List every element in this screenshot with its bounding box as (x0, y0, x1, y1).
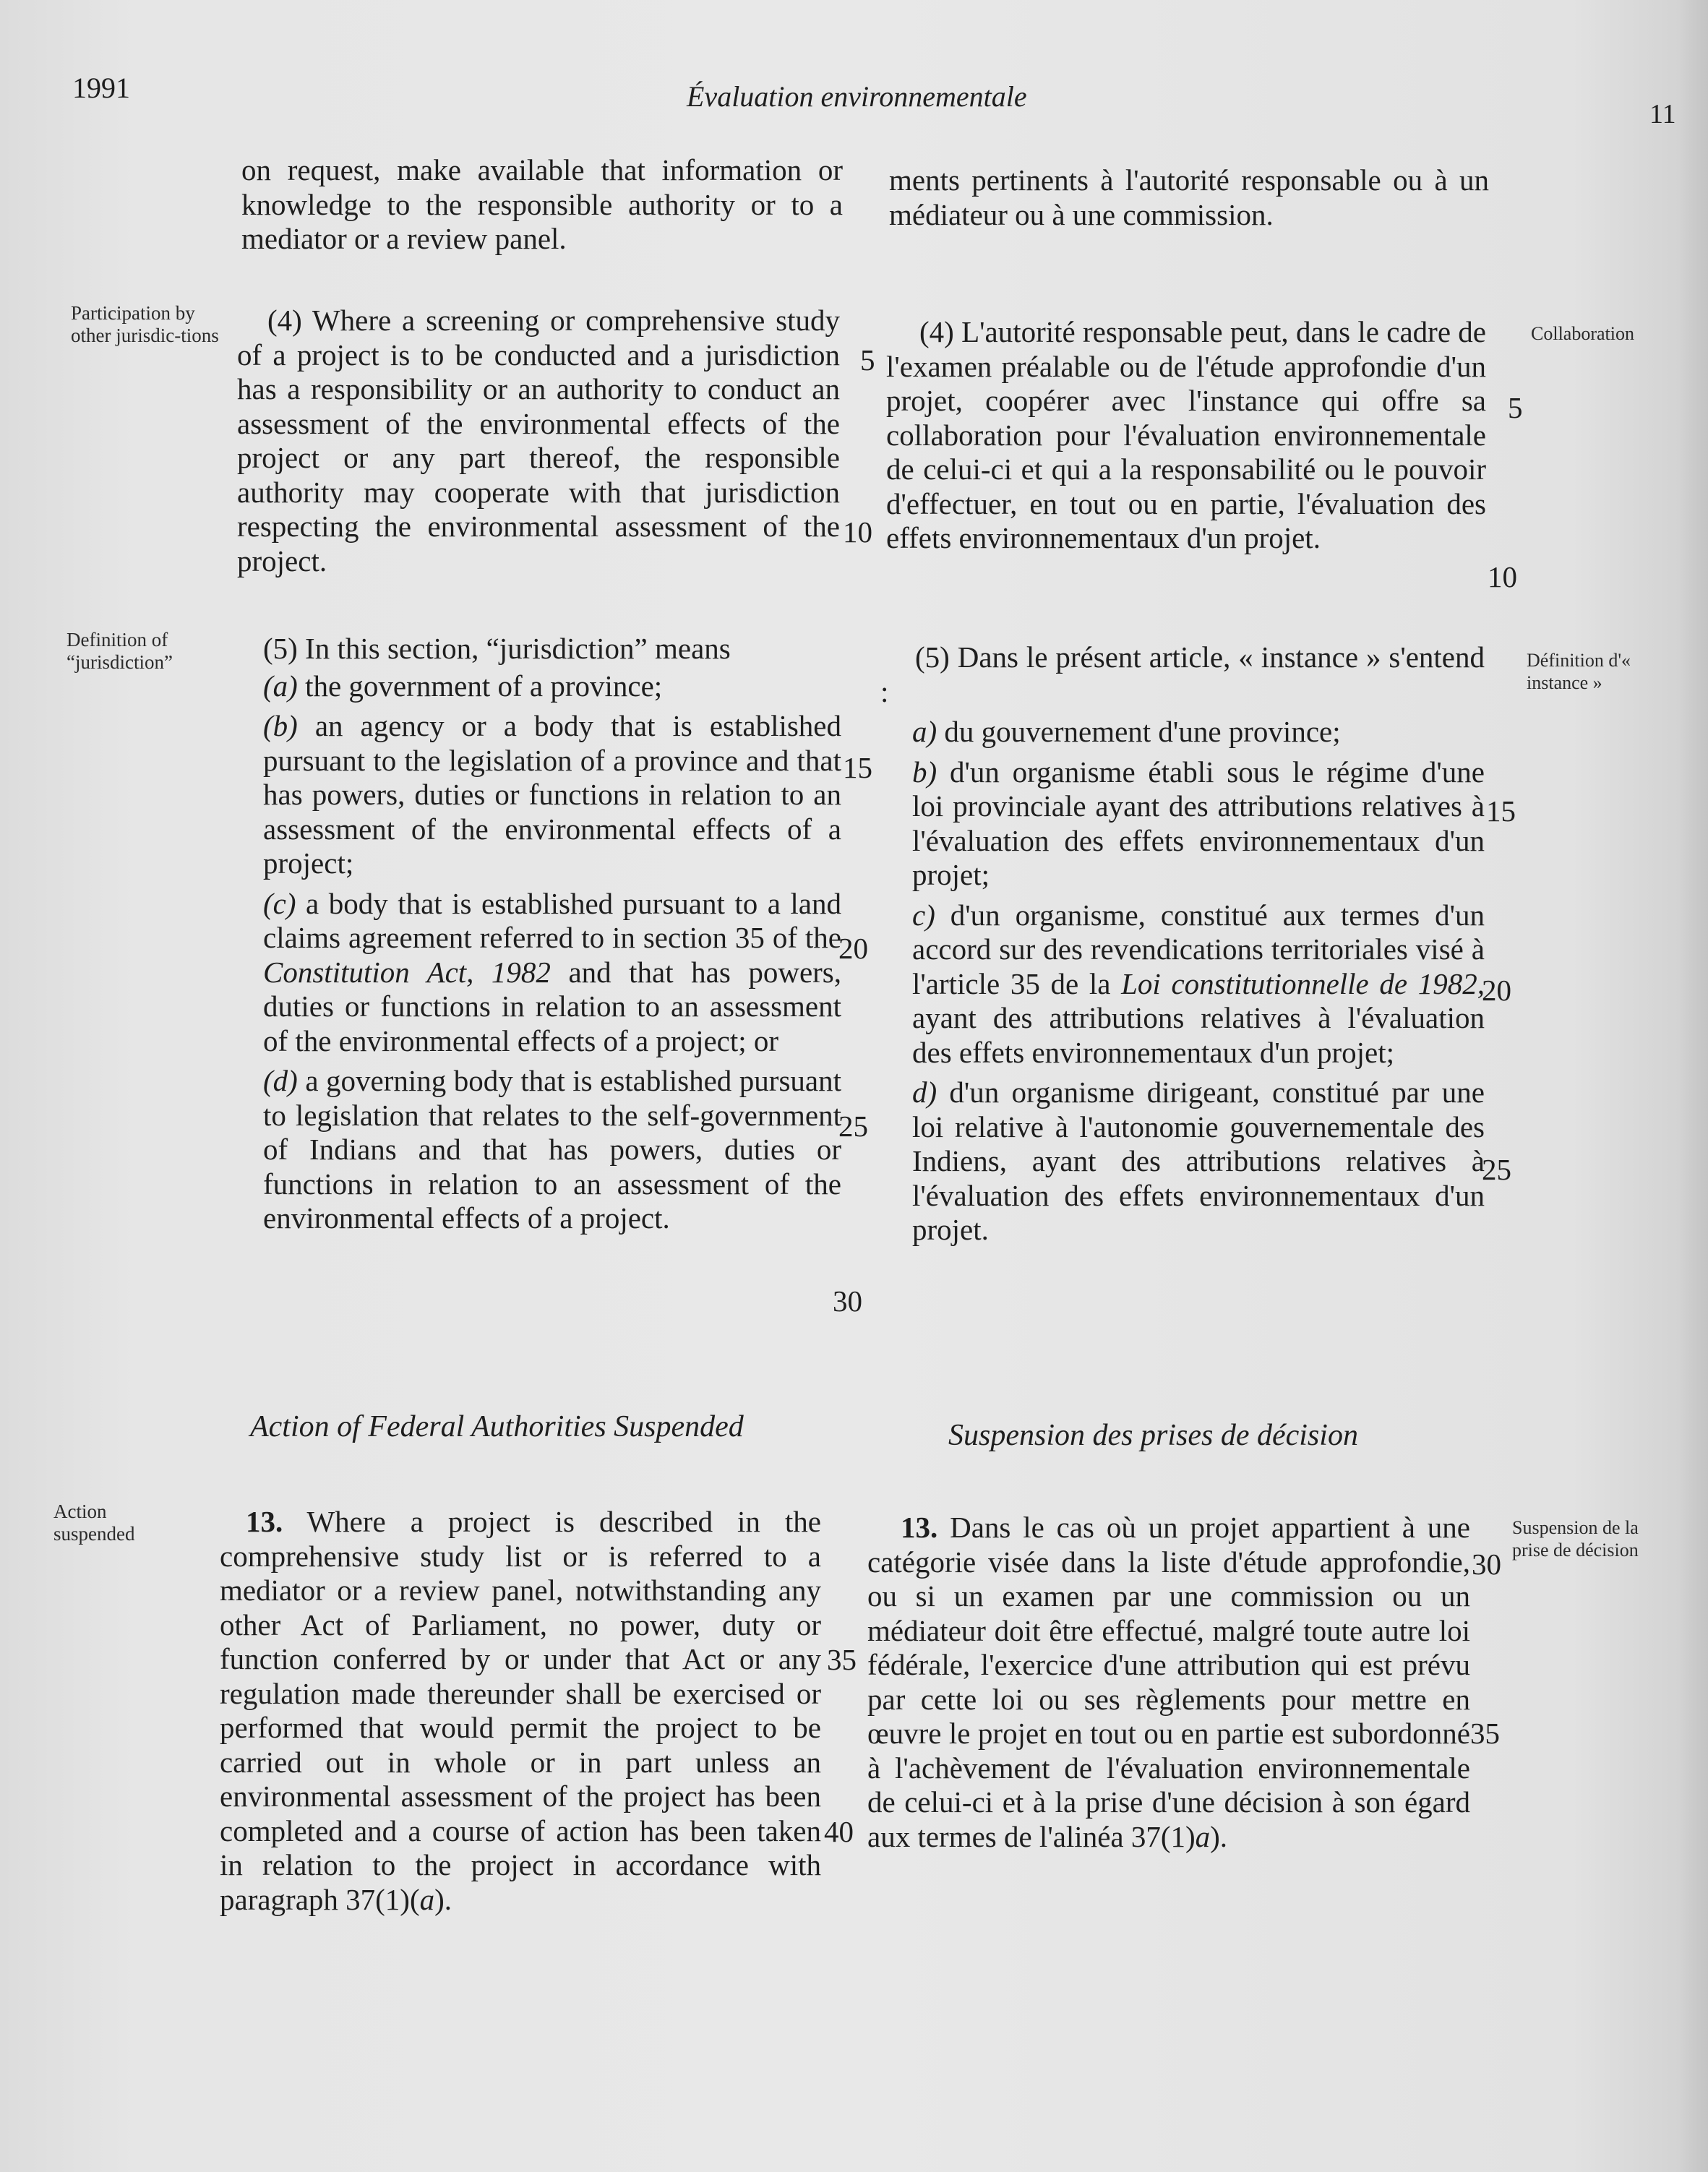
fr-subsection-5-intro: (5) Dans le présent article, « instance » s'entend : (880, 640, 1485, 708)
fr-paragraph-list (880, 715, 1485, 1248)
fr-para-b (912, 755, 1485, 893)
en-para-b-label: (b) (263, 709, 298, 742)
line-number-fr-5: 5 (1508, 391, 1523, 424)
line-number-fr-15: 15 (1486, 794, 1516, 828)
en-section-13-para-letter: a (419, 1882, 435, 1916)
line-number-en-5: 5 (860, 343, 875, 377)
line-number-fr-25: 25 (1482, 1153, 1511, 1186)
en-continuation (241, 153, 843, 257)
en-section-13 (220, 1505, 821, 1917)
line-number-fr-10: 10 (1488, 560, 1517, 593)
en-subsection-5 (263, 632, 841, 1236)
en-para-a (263, 669, 841, 704)
margin-note-definition-en: Definition of “jurisdiction” (66, 629, 173, 673)
margin-note-collaboration: Collaboration (1531, 323, 1634, 344)
en-para-c-act: Constitution Act, 1982 (263, 955, 551, 989)
en-subsection-4 (237, 304, 840, 578)
fr-subsection-5 (880, 640, 1485, 1248)
fr-section-heading: Suspension des prises de décision (948, 1419, 1358, 1452)
en-para-c-label: (c) (263, 886, 296, 920)
en-para-d (263, 1064, 841, 1236)
fr-para-a-text: du gouvernement d'une province; (944, 715, 1341, 748)
fr-para-c-text-1: d'un organisme, constitué aux termes d'un accord sur des revendications territoriales visé à l'article 35 de la (912, 898, 1485, 1000)
en-section-heading: Action of Federal Authorities Suspended (250, 1410, 744, 1443)
fr-para-c-label: c) (912, 898, 935, 932)
fr-continuation (889, 163, 1489, 232)
en-para-b (263, 709, 841, 881)
fr-para-b-text: d'un organisme établi sous le régime d'une loi provinciale ayant des attributions relatives à l'évaluation des effets environnementaux d'un projet; (912, 755, 1485, 891)
en-para-d-label: (d) (263, 1064, 298, 1097)
fr-para-b-label: b) (912, 755, 937, 789)
en-para-c (263, 887, 841, 1059)
fr-para-a (912, 715, 1485, 750)
fr-section-13-end: ). (1210, 1819, 1228, 1853)
fr-para-d-text: d'un organisme dirigeant, constitué par une loi relative à l'autonomie gouvernementale des Indiens, ayant des attributions relatives à l'évaluation des effets environnementaux d'un projet. (912, 1076, 1485, 1246)
line-number-fr-20: 20 (1482, 974, 1511, 1007)
en-section-13-end: ). (434, 1882, 452, 1916)
line-number-fr-35: 35 (1470, 1717, 1500, 1750)
page-binding-shadow (1679, 0, 1708, 2172)
fr-section-13-body: Dans le cas où un projet appartient à une catégorie visée dans la liste d'étude approfondie, ou si un examen par une commission ou un médiateur doit être effectué, malgré toute autre loi fédérale, l'exercice d'une attribution qui est prévu par cette loi ou ses règlements pour mettre en œuvre le projet en tout ou en partie est subordonné à l'achèvement de l'évaluation environnementale de celui-ci et à la prise d'une décision à son égard aux termes de l'alinéa 37(1) (867, 1511, 1470, 1853)
en-subsection-5-intro: (5) In this section, “jurisdiction” means (263, 632, 731, 665)
fr-section-13-number: 13. (901, 1511, 938, 1544)
page-number: 11 (1649, 99, 1676, 129)
fr-para-c-act: Loi constitutionnelle de 1982, (1121, 966, 1485, 1000)
line-number-en-10: 10 (843, 515, 872, 549)
fr-para-d (912, 1076, 1485, 1248)
fr-para-a-label: a) (912, 715, 937, 748)
header-year: 1991 (72, 72, 130, 104)
en-para-a-label: (a) (263, 669, 298, 703)
fr-section-13-para-letter: a (1195, 1819, 1211, 1853)
line-number-en-30: 30 (833, 1284, 862, 1318)
margin-note-participation: Participation by other jurisdic-tions (71, 302, 219, 346)
line-number-en-15: 15 (843, 751, 872, 784)
en-para-d-text: a governing body that is established pursuant to legislation that relates to the self-government of Indians and that has powers, duties or functions in relation to an assessment of the environmental effects of a project. (263, 1064, 841, 1235)
en-section-13-text (220, 1505, 821, 1917)
line-number-en-25: 25 (838, 1109, 868, 1143)
margin-note-suspension-fr: Suspension de la prise de décision (1512, 1517, 1639, 1561)
fr-para-c (912, 898, 1485, 1070)
margin-note-definition-fr: Définition d'« instance » (1527, 650, 1631, 693)
en-subsection-4-text: (4) Where a screening or comprehensive study of a project is to be conducted and a jurisdiction has a responsibility or an authority to conduct an assessment of the environmental effects of the project or any part thereof, the responsible authority may cooperate with that jurisdiction respecting the environmental assessment of the project. (237, 304, 840, 578)
en-para-c-text-1: a body that is established pursuant to a land claims agreement referred to in section 35 of the (263, 886, 842, 954)
en-para-a-text: the government of a province; (305, 669, 663, 703)
en-continuation-text: on request, make available that information or knowledge to the responsible authority or to a mediator or a review panel. (241, 153, 843, 255)
fr-subsection-4 (886, 315, 1486, 556)
line-number-en-35: 35 (827, 1643, 857, 1676)
en-para-b-text: an agency or a body that is established pursuant to the legislation of a province and that has powers, duties or functions in relation to an assessment of the environmental effects of a project; (263, 709, 842, 880)
header-title: Évaluation environnementale (687, 80, 1027, 113)
en-para-c-text-2: and that has powers, duties or functions in relation to an assessment of the environmental effects of a project; or (263, 955, 841, 1057)
line-number-en-40: 40 (824, 1815, 854, 1848)
margin-note-action-suspended: Action suspended (53, 1501, 135, 1545)
fr-para-c-text-2: ayant des attributions relatives à l'évaluation des effets environnementaux d'un projet; (912, 1001, 1485, 1069)
fr-para-d-label: d) (912, 1076, 937, 1109)
fr-continuation-text: ments pertinents à l'autorité responsable ou à un médiateur ou à une commission. (889, 163, 1489, 231)
fr-subsection-4-text: (4) L'autorité responsable peut, dans le cadre de l'examen préalable ou de l'étude approfondie d'un projet, coopérer avec l'instance qui offre sa collaboration pour l'évaluation environnementale de celui-ci et qui a la responsabilité ou le pouvoir d'effectuer, en tout ou en partie, l'évaluation des effets environnementaux d'un projet. (886, 315, 1486, 554)
en-section-13-number: 13. (246, 1505, 283, 1538)
en-section-13-body: Where a project is described in the comprehensive study list or is referred to a mediator or a review panel, notwithstanding any other Act of Parliament, no power, duty or function conferred by or under that Act or any regulation made thereunder shall be exercised or performed that would permit the project to be carried out in whole or in part unless an environmental assessment of the project has been completed and a course of action has been taken in relation to the project in accordance with paragraph 37(1)( (220, 1505, 821, 1916)
fr-section-13-text (867, 1511, 1470, 1854)
line-number-en-20: 20 (838, 932, 868, 965)
line-number-fr-30: 30 (1472, 1548, 1501, 1581)
fr-section-13 (867, 1511, 1470, 1854)
